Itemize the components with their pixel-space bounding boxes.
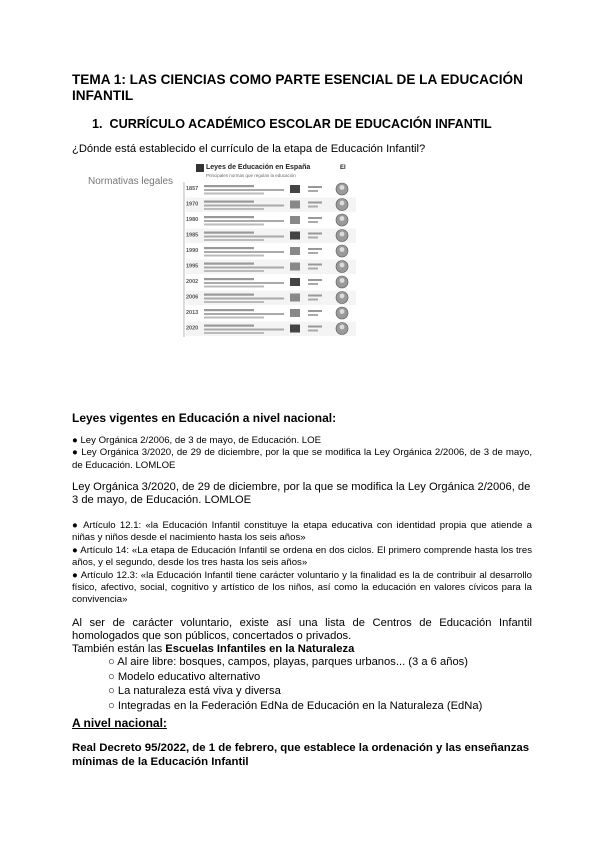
law-paragraph: Ley Orgánica 3/2020, de 29 de diciembre, por la que se modifica la Ley Orgánica 2/2006, de 3 de mayo, de Educación. LOMLOE: [72, 481, 531, 506]
document-title: TEMA 1: LAS CIENCIAS COMO PARTE ESENCIAL DE LA EDUCACIÓN INFANTIL: [72, 72, 523, 103]
figure-year: 2020: [186, 325, 199, 332]
graduation-cap-icon: [196, 164, 204, 172]
figure-year: 1980: [186, 217, 199, 223]
education-laws-figure: [86, 158, 358, 398]
figure-year: 1857: [186, 186, 199, 192]
nature-item: ○ Modelo educativo alternativo: [108, 670, 261, 683]
article-item: ● Artículo 14: «La etapa de Educación Infantil se ordena en dos ciclos. El primero comprende hasta los tres años, y el segundo, desde los tres hasta los seis años»: [72, 544, 532, 569]
section-number: 1.: [92, 117, 103, 131]
section-title: CURRÍCULO ACADÉMICO ESCOLAR DE EDUCACIÓN INFANTIL: [109, 117, 492, 131]
article-item: ● Artículo 12.1: «la Educación Infantil constituye la etapa educativa con identidad propia que atiende a niñas y niños desde el nacimiento hasta los seis años»: [72, 520, 532, 544]
nature-list: [108, 655, 482, 713]
nature-bold: Escuelas Infantiles en la Naturaleza: [165, 643, 355, 655]
svg-text:EI: EI: [340, 165, 346, 171]
voluntary-paragraph: [72, 617, 532, 656]
articles-list: [72, 520, 532, 607]
vigentes-heading: Leyes vigentes en Educación a nivel nacional:: [72, 411, 337, 425]
vigente-item: ● Ley Orgánica 2/2006, de 3 de mayo, de Educación. LOE: [72, 435, 321, 446]
nature-prefix: También están las: [72, 643, 166, 655]
figure-side-label: Normativas legales: [88, 176, 174, 187]
figure-year: 2013: [186, 310, 199, 316]
article-item: ● Artículo 12.3: «la Educación Infantil tiene carácter voluntario y la finalidad es la de contribuir al desarrollo físico, afectivo, social, cognitivo y artístico de los niños, así como la educación en valores cívicos para la convivencia»: [72, 569, 532, 606]
figure-year: 2006: [186, 294, 199, 301]
nature-item: ○ La naturaleza está viva y diversa: [108, 685, 281, 697]
royal-decree: Real Decreto 95/2022, de 1 de febrero, que establece la ordenación y las enseñanzas mínimas de la Educación Infantil: [72, 742, 530, 768]
nature-item: ○ Integradas en la Federación EdNa de Educación en la Naturaleza (EdNa): [108, 699, 483, 712]
figure-title: Leyes de Educación en España: [206, 164, 311, 171]
figure-year: 1985: [186, 232, 199, 239]
laws-timeline-image: [86, 158, 358, 398]
national-heading: A nivel nacional:: [72, 716, 167, 730]
figure-year: 1990: [186, 248, 199, 254]
figure-year: 1995: [186, 263, 199, 270]
question: ¿Dónde está establecido el currículo de la etapa de Educación Infantil?: [72, 143, 426, 155]
figure-year: 1970: [186, 201, 199, 208]
section-heading: [92, 117, 492, 131]
voluntary-text: Al ser de carácter voluntario, existe así una lista de Centros de Educación Infantil homologados que son públicos, concertados o privados.: [72, 617, 532, 642]
vigente-item: ● Ley Orgánica 3/2020, de 29 de diciembre, por la que se modifica la Ley Orgánica 2/2006, de 3 de mayo, de Educación. LOMLOE: [72, 447, 532, 471]
figure-subtitle: Principales normas que regulan la educación: [206, 173, 296, 178]
nature-item: ○ Al aire libre: bosques, campos, playas, parques urbanos... (3 a 6 años): [108, 656, 468, 668]
vigentes-list: [72, 435, 532, 472]
figure-year: 2002: [186, 279, 199, 285]
